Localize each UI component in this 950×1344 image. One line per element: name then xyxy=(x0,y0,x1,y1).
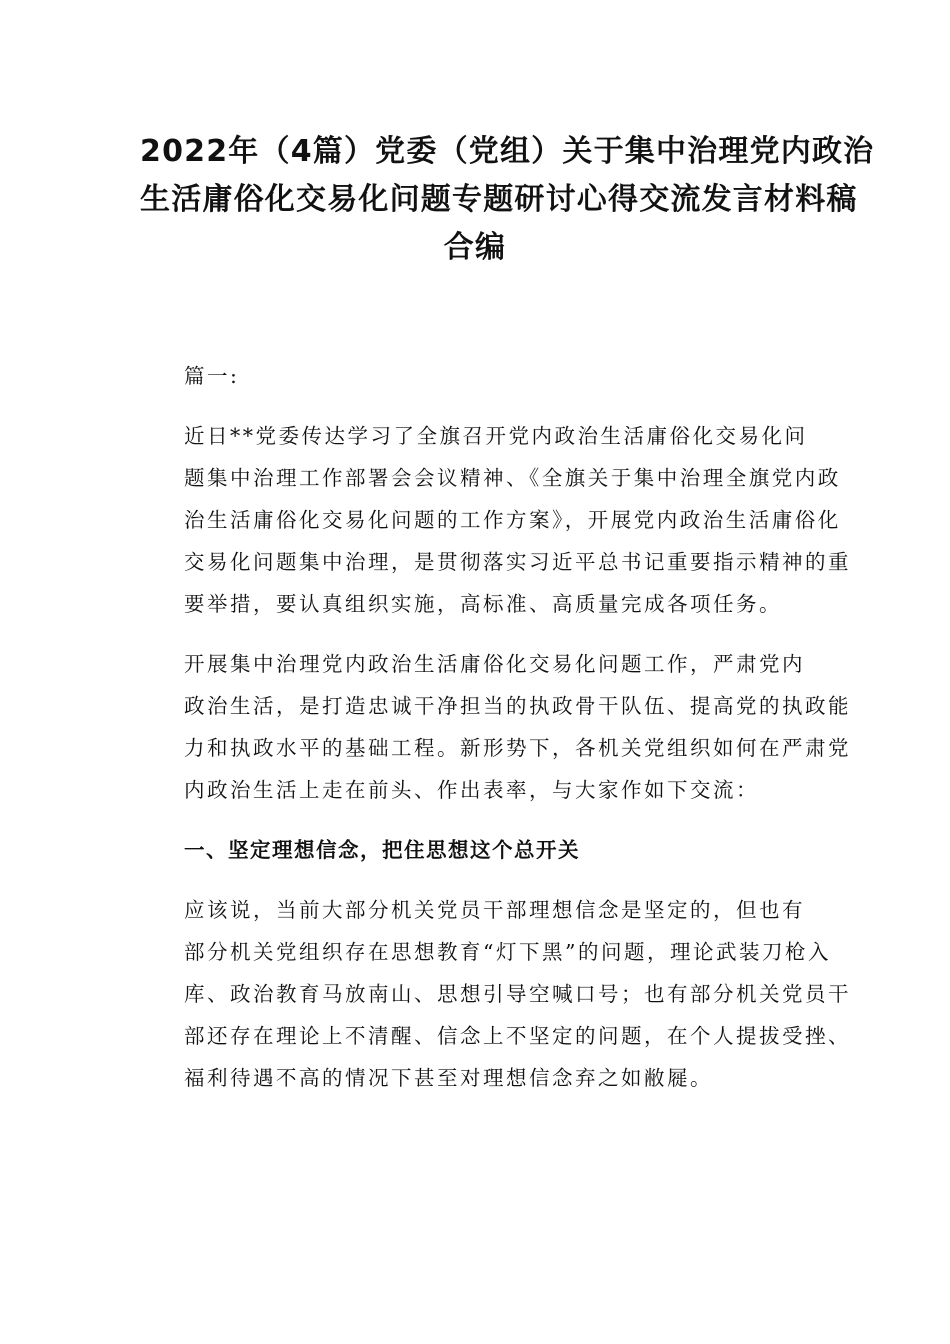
text-line: 交易化问题集中治理，是贯彻落实习近平总书记重要指示精神的重 xyxy=(184,550,851,574)
document-title xyxy=(140,128,875,272)
text-line: 部分机关党组织存在思想教育“灯下黑”的问题，理论武装刀枪入 xyxy=(184,940,831,964)
text-line: 近日**党委传达学习了全旗召开党内政治生活庸俗化交易化问 xyxy=(184,424,808,448)
text-line: 题集中治理工作部署会会议精神、《全旗关于集中治理全旗党内政 xyxy=(184,466,841,490)
text-line: 部还存在理论上不清醒、信念上不坚定的问题，在个人提拔受挫、 xyxy=(184,1024,851,1048)
paragraph-context xyxy=(143,643,851,811)
section-heading: 一、坚定理想信念，把住思想这个总开关 xyxy=(184,838,580,862)
text-line: 应该说，当前大部分机关党员干部理想信念是坚定的，但也有 xyxy=(184,898,805,922)
text-line: 库、政治教育马放南山、思想引导空喊口号；也有部分机关党员干 xyxy=(184,982,851,1006)
section-label: 篇一: xyxy=(184,364,240,388)
paragraph-ideals xyxy=(143,889,851,1099)
document-body xyxy=(143,355,851,1099)
text-line: 要举措，要认真组织实施，高标准、高质量完成各项任务。 xyxy=(184,592,782,616)
text-line: 福利待遇不高的情况下甚至对理想信念弃之如敝屣。 xyxy=(184,1066,713,1090)
title-line: 生活庸俗化交易化问题专题研讨心得交流发言材料稿 xyxy=(140,182,858,217)
title-line: 合编 xyxy=(443,230,507,265)
text-line: 开展集中治理党内政治生活庸俗化交易化问题工作，严肃党内 xyxy=(184,652,805,676)
text-line: 政治生活，是打造忠诚干净担当的执政骨干队伍、提高党的执政能 xyxy=(184,694,851,718)
text-line: 力和执政水平的基础工程。新形势下，各机关党组织如何在严肃党 xyxy=(184,736,851,760)
paragraph-intro xyxy=(143,415,851,625)
title-line: 2022年（4篇）党委（党组）关于集中治理党内政治 xyxy=(140,134,875,169)
text-line: 内政治生活上走在前头、作出表率，与大家作如下交流： xyxy=(184,778,759,802)
text-line: 治生活庸俗化交易化问题的工作方案》，开展党内政治生活庸俗化 xyxy=(184,508,841,532)
